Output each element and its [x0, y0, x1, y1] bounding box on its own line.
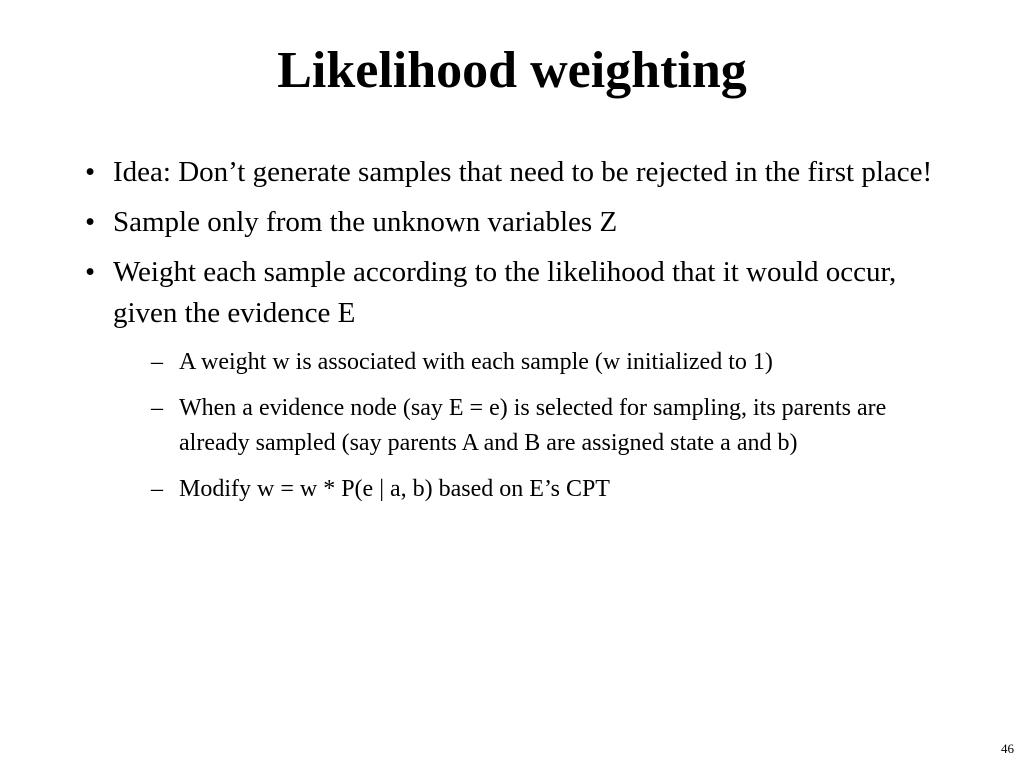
bullet-item: • Idea: Don’t generate samples that need to be rejected in the first place!: [85, 152, 945, 193]
bullet-text: Weight each sample according to the likelihood that it would occur, given the evidence E: [113, 256, 897, 329]
bullet-list: [85, 152, 945, 518]
sub-bullet-item: – A weight w is associated with each sample (w initialized to 1): [151, 345, 945, 380]
slide-number: 46: [1001, 741, 1014, 756]
sub-bullet-list: [113, 345, 945, 507]
sub-bullet-item: – When a evidence node (say E = e) is selected for sampling, its parents are already sampled (say parents A and B are assigned state a and b): [151, 391, 945, 461]
sub-bullet-item: – Modify w = w * P(e | a, b) based on E’s CPT: [151, 472, 945, 507]
slide-title: Likelihood weighting: [277, 42, 747, 99]
bullet-item: • Sample only from the unknown variables Z: [85, 202, 945, 243]
bullet-item-with-subitems: [85, 252, 945, 507]
